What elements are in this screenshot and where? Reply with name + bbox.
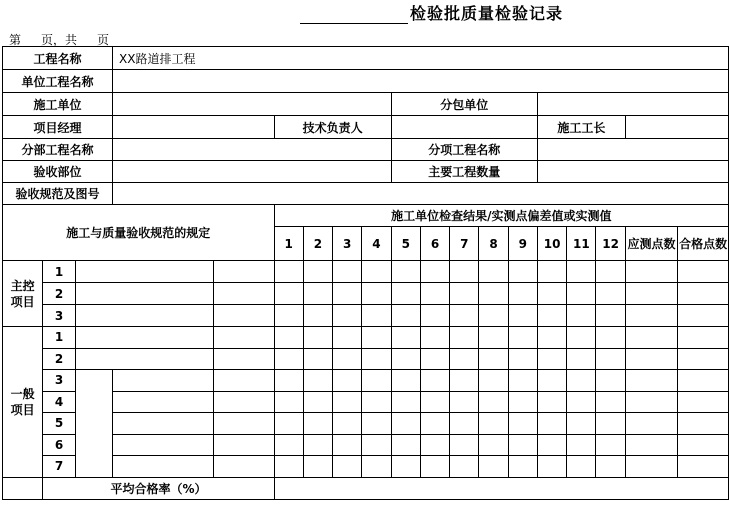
result-cell[interactable] bbox=[678, 370, 729, 392]
result-cell[interactable] bbox=[508, 434, 537, 456]
unit-project-value[interactable] bbox=[113, 70, 729, 93]
row-number: 1 bbox=[43, 261, 75, 283]
result-cell[interactable] bbox=[678, 456, 729, 478]
result-cell[interactable] bbox=[391, 261, 420, 283]
project-name-value[interactable]: XX路道排工程 bbox=[113, 47, 729, 70]
average-blank bbox=[3, 477, 43, 499]
col-header: 1 bbox=[274, 227, 303, 261]
result-cell[interactable] bbox=[479, 434, 508, 456]
result-cell[interactable] bbox=[596, 456, 625, 478]
inspection-part-label: 验收部位 bbox=[3, 161, 113, 183]
inspection-part-value[interactable] bbox=[113, 161, 392, 183]
result-cell[interactable] bbox=[678, 413, 729, 435]
result-cell[interactable] bbox=[567, 370, 596, 392]
spec-cell[interactable] bbox=[75, 327, 213, 349]
result-cell[interactable] bbox=[274, 413, 303, 435]
result-cell[interactable] bbox=[625, 327, 677, 349]
result-cell[interactable] bbox=[567, 391, 596, 413]
result-cell[interactable] bbox=[303, 434, 332, 456]
inspection-record-table bbox=[2, 46, 729, 500]
result-cell[interactable] bbox=[362, 348, 391, 370]
main-quantity-label: 主要工程数量 bbox=[391, 161, 537, 183]
result-cell[interactable] bbox=[625, 413, 677, 435]
result-cell[interactable] bbox=[303, 370, 332, 392]
result-cell[interactable] bbox=[567, 305, 596, 327]
should-measure-label: 应测点数 bbox=[625, 227, 677, 261]
result-cell[interactable] bbox=[333, 434, 362, 456]
result-cell[interactable] bbox=[537, 370, 566, 392]
col-header: 5 bbox=[391, 227, 420, 261]
spec-cell[interactable] bbox=[75, 261, 213, 283]
result-cell[interactable] bbox=[596, 370, 625, 392]
result-cell[interactable] bbox=[450, 327, 479, 349]
result-cell[interactable] bbox=[508, 456, 537, 478]
result-cell[interactable] bbox=[450, 370, 479, 392]
spec-value-cell[interactable] bbox=[213, 370, 274, 392]
result-cell[interactable] bbox=[479, 305, 508, 327]
result-cell[interactable] bbox=[596, 391, 625, 413]
result-cell[interactable] bbox=[537, 305, 566, 327]
result-cell[interactable] bbox=[596, 261, 625, 283]
result-cell[interactable] bbox=[391, 327, 420, 349]
col-header: 12 bbox=[596, 227, 625, 261]
result-cell[interactable] bbox=[625, 348, 677, 370]
result-cell[interactable] bbox=[420, 283, 449, 305]
spec-cell[interactable] bbox=[113, 434, 214, 456]
col-header: 9 bbox=[508, 227, 537, 261]
result-cell[interactable] bbox=[420, 348, 449, 370]
result-cell[interactable] bbox=[678, 283, 729, 305]
result-cell[interactable] bbox=[567, 413, 596, 435]
col-header: 7 bbox=[450, 227, 479, 261]
row-number: 6 bbox=[43, 434, 75, 456]
result-cell[interactable] bbox=[333, 413, 362, 435]
result-cell[interactable] bbox=[274, 283, 303, 305]
division-label: 分部工程名称 bbox=[3, 139, 113, 161]
result-cell[interactable] bbox=[333, 283, 362, 305]
spec-value-cell[interactable] bbox=[213, 305, 274, 327]
result-cell[interactable] bbox=[596, 348, 625, 370]
result-cell[interactable] bbox=[479, 327, 508, 349]
spec-label: 施工与质量验收规范的规定 bbox=[3, 205, 275, 261]
result-cell[interactable] bbox=[567, 283, 596, 305]
project-name-label: 工程名称 bbox=[3, 47, 113, 70]
result-cell[interactable] bbox=[596, 283, 625, 305]
result-cell[interactable] bbox=[479, 261, 508, 283]
standard-value[interactable] bbox=[113, 183, 729, 205]
result-cell[interactable] bbox=[333, 348, 362, 370]
row-number: 1 bbox=[43, 327, 75, 349]
spec-value-cell[interactable] bbox=[213, 434, 274, 456]
result-cell[interactable] bbox=[274, 391, 303, 413]
spec-cell[interactable] bbox=[113, 391, 214, 413]
result-cell[interactable] bbox=[678, 327, 729, 349]
result-cell[interactable] bbox=[391, 456, 420, 478]
result-cell[interactable] bbox=[508, 261, 537, 283]
result-cell[interactable] bbox=[508, 305, 537, 327]
row-number: 2 bbox=[43, 348, 75, 370]
result-cell[interactable] bbox=[391, 434, 420, 456]
result-cell[interactable] bbox=[303, 348, 332, 370]
result-cell[interactable] bbox=[450, 434, 479, 456]
col-header: 4 bbox=[362, 227, 391, 261]
spec-group-cell[interactable] bbox=[75, 370, 112, 478]
result-cell[interactable] bbox=[625, 434, 677, 456]
page-info-ye: 页，共 bbox=[41, 33, 78, 47]
result-cell[interactable] bbox=[274, 261, 303, 283]
result-cell[interactable] bbox=[537, 413, 566, 435]
result-cell[interactable] bbox=[508, 413, 537, 435]
spec-value-cell[interactable] bbox=[213, 413, 274, 435]
result-cell[interactable] bbox=[303, 261, 332, 283]
result-cell[interactable] bbox=[678, 261, 729, 283]
average-value[interactable] bbox=[274, 477, 728, 499]
result-cell[interactable] bbox=[333, 305, 362, 327]
row-number: 3 bbox=[43, 370, 75, 392]
result-cell[interactable] bbox=[450, 348, 479, 370]
col-header: 2 bbox=[303, 227, 332, 261]
col-header: 3 bbox=[333, 227, 362, 261]
spec-cell[interactable] bbox=[113, 370, 214, 392]
page-info-di: 第 bbox=[9, 33, 22, 47]
result-cell[interactable] bbox=[303, 456, 332, 478]
result-cell[interactable] bbox=[625, 456, 677, 478]
result-cell[interactable] bbox=[391, 413, 420, 435]
result-cell[interactable] bbox=[333, 370, 362, 392]
row-number: 4 bbox=[43, 391, 75, 413]
result-cell[interactable] bbox=[420, 434, 449, 456]
result-cell[interactable] bbox=[450, 305, 479, 327]
title-blank-line bbox=[300, 5, 408, 24]
result-cell[interactable] bbox=[537, 434, 566, 456]
result-cell[interactable] bbox=[450, 456, 479, 478]
result-cell[interactable] bbox=[391, 370, 420, 392]
result-cell[interactable] bbox=[508, 348, 537, 370]
result-cell[interactable] bbox=[596, 305, 625, 327]
tech-lead-value[interactable] bbox=[391, 116, 537, 139]
result-cell[interactable] bbox=[596, 413, 625, 435]
spec-cell[interactable] bbox=[75, 305, 213, 327]
results-label: 施工单位检查结果/实测点偏差值或实测值 bbox=[274, 205, 728, 227]
main-control-label: 主控项目 bbox=[3, 261, 43, 327]
spec-cell[interactable] bbox=[75, 283, 213, 305]
page-info-ye2: 页 bbox=[97, 33, 110, 47]
tech-lead-label: 技术负责人 bbox=[274, 116, 391, 139]
result-cell[interactable] bbox=[420, 456, 449, 478]
page-title: 检验批质量检验记录 bbox=[410, 4, 564, 23]
main-control-rows bbox=[3, 261, 729, 327]
result-cell[interactable] bbox=[479, 348, 508, 370]
result-cell[interactable] bbox=[596, 434, 625, 456]
result-cell[interactable] bbox=[537, 283, 566, 305]
result-cell[interactable] bbox=[537, 261, 566, 283]
result-cell[interactable] bbox=[537, 327, 566, 349]
result-cell[interactable] bbox=[567, 327, 596, 349]
result-cell[interactable] bbox=[391, 305, 420, 327]
result-cell[interactable] bbox=[333, 456, 362, 478]
result-cell[interactable] bbox=[625, 261, 677, 283]
result-cell[interactable] bbox=[362, 413, 391, 435]
row-number: 5 bbox=[43, 413, 75, 435]
result-cell[interactable] bbox=[362, 261, 391, 283]
project-manager-value[interactable] bbox=[113, 116, 275, 139]
spec-cell[interactable] bbox=[113, 413, 214, 435]
result-cell[interactable] bbox=[450, 391, 479, 413]
spec-value-cell[interactable] bbox=[213, 327, 274, 349]
result-cell[interactable] bbox=[274, 370, 303, 392]
result-cell[interactable] bbox=[420, 327, 449, 349]
result-cell[interactable] bbox=[362, 456, 391, 478]
result-cell[interactable] bbox=[567, 261, 596, 283]
result-cell[interactable] bbox=[678, 391, 729, 413]
result-cell[interactable] bbox=[625, 391, 677, 413]
result-cell[interactable] bbox=[274, 305, 303, 327]
division-value[interactable] bbox=[113, 139, 392, 161]
result-cell[interactable] bbox=[362, 283, 391, 305]
construction-unit-label: 施工单位 bbox=[3, 93, 113, 116]
result-cell[interactable] bbox=[303, 283, 332, 305]
result-cell[interactable] bbox=[508, 370, 537, 392]
row-number: 7 bbox=[43, 456, 75, 478]
col-header: 6 bbox=[420, 227, 449, 261]
result-cell[interactable] bbox=[362, 370, 391, 392]
result-cell[interactable] bbox=[567, 456, 596, 478]
result-cell[interactable] bbox=[625, 305, 677, 327]
foreman-value[interactable] bbox=[625, 116, 728, 139]
unit-project-label: 单位工程名称 bbox=[3, 70, 113, 93]
result-cell[interactable] bbox=[508, 327, 537, 349]
result-cell[interactable] bbox=[537, 348, 566, 370]
row-number: 2 bbox=[43, 283, 75, 305]
result-cell[interactable] bbox=[678, 434, 729, 456]
result-cell[interactable] bbox=[479, 283, 508, 305]
spec-value-cell[interactable] bbox=[213, 261, 274, 283]
result-cell[interactable] bbox=[450, 413, 479, 435]
main-quantity-value[interactable] bbox=[537, 161, 728, 183]
general-label: 一般项目 bbox=[3, 327, 43, 478]
spec-cell[interactable] bbox=[113, 456, 214, 478]
foreman-label: 施工工长 bbox=[537, 116, 625, 139]
result-cell[interactable] bbox=[567, 348, 596, 370]
result-cell[interactable] bbox=[274, 348, 303, 370]
result-cell[interactable] bbox=[625, 283, 677, 305]
result-cell[interactable] bbox=[537, 456, 566, 478]
result-cell[interactable] bbox=[362, 327, 391, 349]
col-header: 11 bbox=[567, 227, 596, 261]
result-cell[interactable] bbox=[508, 283, 537, 305]
result-cell[interactable] bbox=[479, 391, 508, 413]
result-cell[interactable] bbox=[537, 391, 566, 413]
subcontractor-label: 分包单位 bbox=[391, 93, 537, 116]
result-cell[interactable] bbox=[362, 305, 391, 327]
result-cell[interactable] bbox=[420, 305, 449, 327]
result-cell[interactable] bbox=[479, 413, 508, 435]
result-cell[interactable] bbox=[274, 456, 303, 478]
result-cell[interactable] bbox=[420, 370, 449, 392]
subcontractor-value[interactable] bbox=[537, 93, 728, 116]
result-cell[interactable] bbox=[362, 391, 391, 413]
spec-value-cell[interactable] bbox=[213, 456, 274, 478]
general-rows bbox=[3, 327, 729, 478]
result-cell[interactable] bbox=[420, 391, 449, 413]
result-cell[interactable] bbox=[420, 413, 449, 435]
result-cell[interactable] bbox=[274, 327, 303, 349]
result-cell[interactable] bbox=[391, 391, 420, 413]
result-cell[interactable] bbox=[678, 305, 729, 327]
result-cell[interactable] bbox=[678, 348, 729, 370]
result-cell[interactable] bbox=[333, 327, 362, 349]
result-cell[interactable] bbox=[391, 283, 420, 305]
result-cell[interactable] bbox=[450, 261, 479, 283]
result-cell[interactable] bbox=[596, 327, 625, 349]
result-cell[interactable] bbox=[303, 327, 332, 349]
result-cell[interactable] bbox=[420, 261, 449, 283]
average-label: 平均合格率（%） bbox=[43, 477, 274, 499]
result-cell[interactable] bbox=[333, 261, 362, 283]
result-cell[interactable] bbox=[567, 434, 596, 456]
result-cell[interactable] bbox=[625, 370, 677, 392]
spec-value-cell[interactable] bbox=[213, 283, 274, 305]
result-cell[interactable] bbox=[303, 413, 332, 435]
result-cell[interactable] bbox=[391, 348, 420, 370]
subitem-label: 分项工程名称 bbox=[391, 139, 537, 161]
qualified-label: 合格点数 bbox=[678, 227, 729, 261]
result-cell[interactable] bbox=[362, 434, 391, 456]
standard-label: 验收规范及图号 bbox=[3, 183, 113, 205]
result-cell[interactable] bbox=[479, 370, 508, 392]
project-manager-label: 项目经理 bbox=[3, 116, 113, 139]
title-area bbox=[300, 2, 563, 24]
row-number: 3 bbox=[43, 305, 75, 327]
result-cell[interactable] bbox=[274, 434, 303, 456]
spec-value-cell[interactable] bbox=[213, 391, 274, 413]
spec-value-cell[interactable] bbox=[213, 348, 274, 370]
result-cell[interactable] bbox=[450, 283, 479, 305]
result-cell[interactable] bbox=[479, 456, 508, 478]
col-header: 8 bbox=[479, 227, 508, 261]
spec-cell[interactable] bbox=[75, 348, 213, 370]
result-cell[interactable] bbox=[303, 305, 332, 327]
result-cell[interactable] bbox=[303, 391, 332, 413]
subitem-value[interactable] bbox=[537, 139, 728, 161]
result-cell[interactable] bbox=[333, 391, 362, 413]
col-header: 10 bbox=[537, 227, 566, 261]
construction-unit-value[interactable] bbox=[113, 93, 392, 116]
result-cell[interactable] bbox=[508, 391, 537, 413]
